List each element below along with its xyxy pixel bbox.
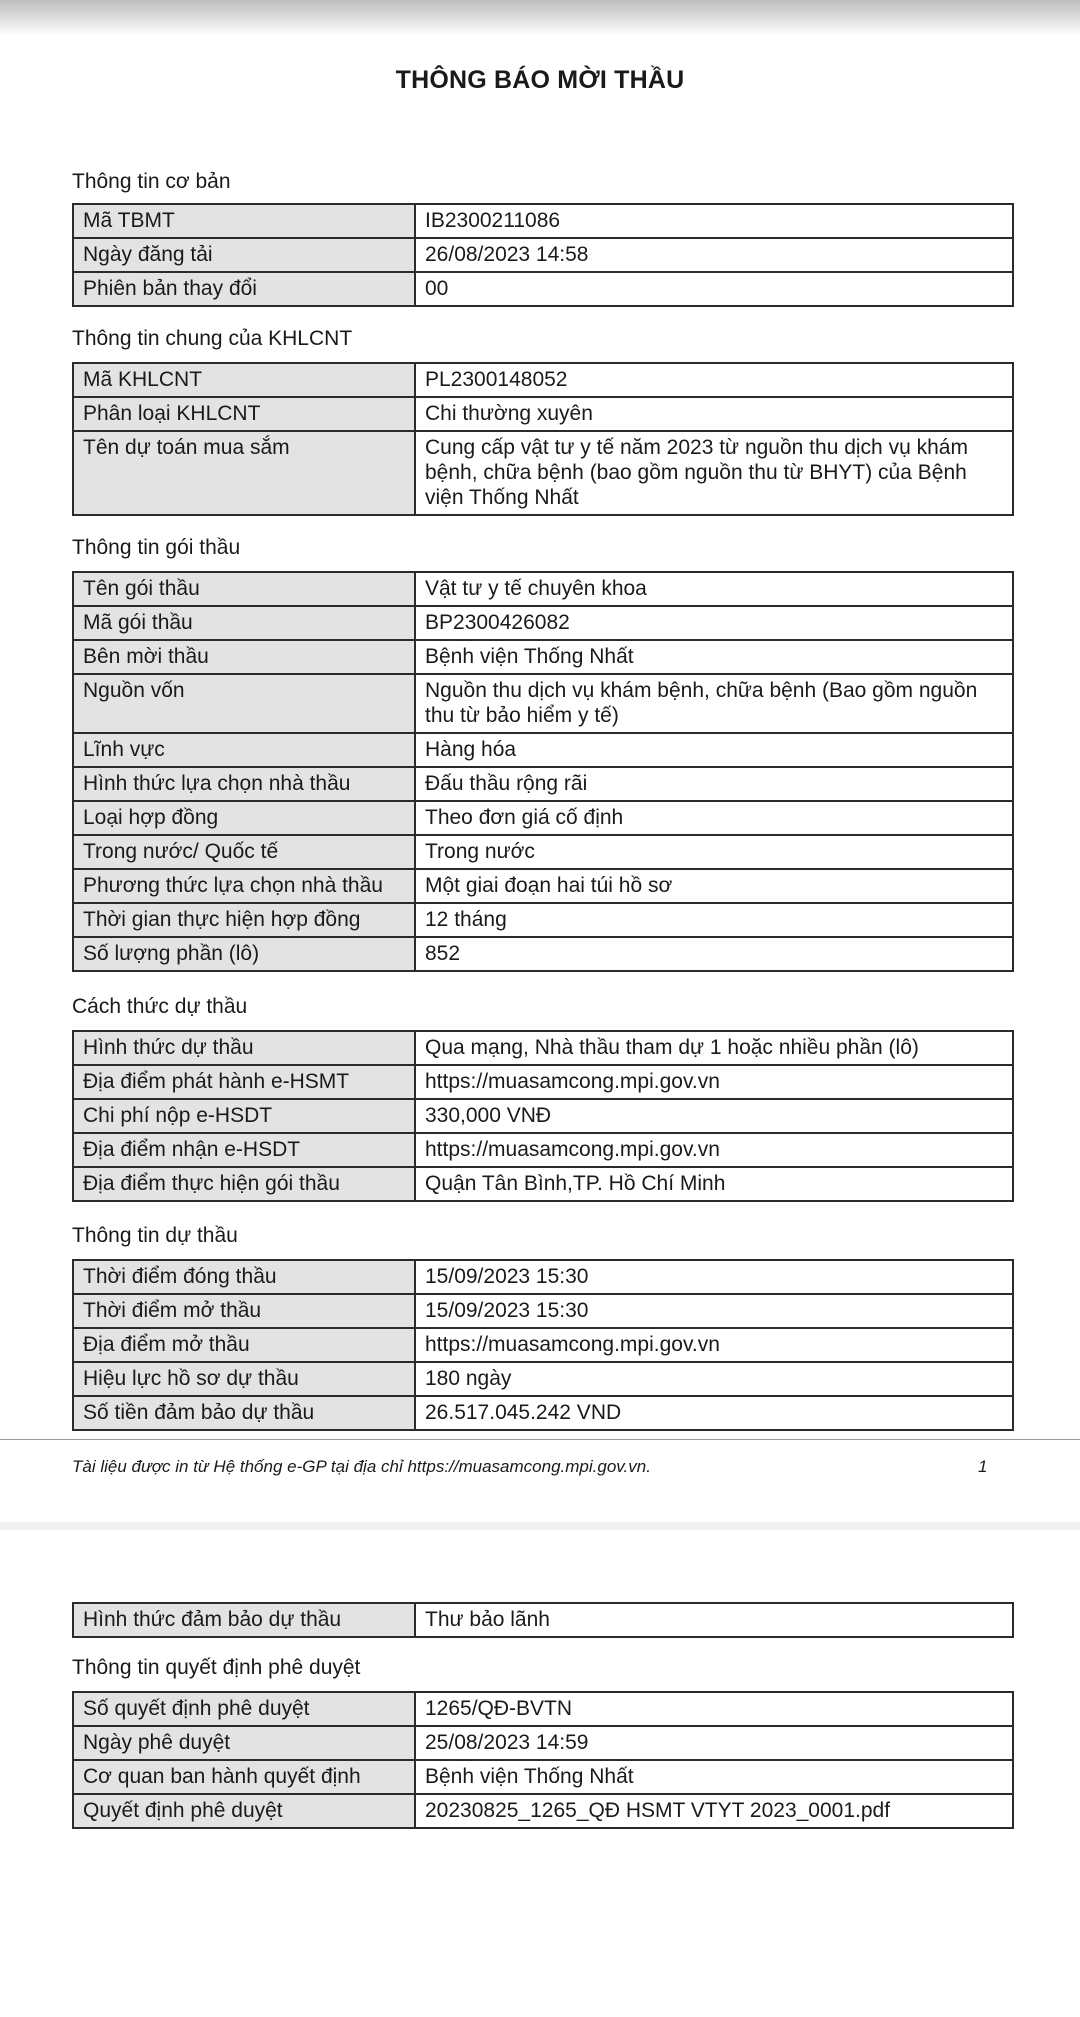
row-label: Quyết định phê duyệt — [73, 1794, 415, 1828]
row-label: Mã KHLCNT — [73, 363, 415, 397]
row-value: https://muasamcong.mpi.gov.vn — [415, 1133, 1013, 1167]
row-label: Hình thức đảm bảo dự thầu — [73, 1603, 415, 1637]
section-heading-approval-decision: Thông tin quyết định phê duyệt — [72, 1656, 361, 1679]
row-value: 1265/QĐ-BVTN — [415, 1692, 1013, 1726]
row-value: https://muasamcong.mpi.gov.vn — [415, 1065, 1013, 1099]
footer-divider — [0, 1439, 1080, 1440]
row-value: Bệnh viện Thống Nhất — [415, 1760, 1013, 1794]
table-row — [73, 1603, 1013, 1637]
table-row — [73, 1794, 1013, 1828]
table-row — [73, 1099, 1013, 1133]
row-label: Hình thức dự thầu — [73, 1031, 415, 1065]
row-label: Loại hợp đồng — [73, 801, 415, 835]
table-row — [73, 937, 1013, 971]
row-value: 15/09/2023 15:30 — [415, 1294, 1013, 1328]
row-label: Số quyết định phê duyệt — [73, 1692, 415, 1726]
row-value: 852 — [415, 937, 1013, 971]
row-value: Vật tư y tế chuyên khoa — [415, 572, 1013, 606]
table-bid-info — [72, 1259, 1014, 1431]
row-value: Thư bảo lãnh — [415, 1603, 1013, 1637]
table-khlcnt — [72, 362, 1014, 516]
row-label: Thời điểm đóng thầu — [73, 1260, 415, 1294]
table-row — [73, 801, 1013, 835]
row-label: Phương thức lựa chọn nhà thầu — [73, 869, 415, 903]
table-row — [73, 640, 1013, 674]
table-row — [73, 1760, 1013, 1794]
row-value: 00 — [415, 272, 1013, 306]
section-heading-package-info: Thông tin gói thầu — [72, 536, 241, 559]
row-value: Hàng hóa — [415, 733, 1013, 767]
row-label: Số lượng phần (lô) — [73, 937, 415, 971]
table-row — [73, 1328, 1013, 1362]
row-label: Thời gian thực hiện hợp đồng — [73, 903, 415, 937]
row-value: IB2300211086 — [415, 204, 1013, 238]
table-row — [73, 767, 1013, 801]
table-row — [73, 238, 1013, 272]
table-approval-decision — [72, 1691, 1014, 1829]
table-row — [73, 1726, 1013, 1760]
row-label: Phiên bản thay đổi — [73, 272, 415, 306]
row-value: Chi thường xuyên — [415, 397, 1013, 431]
row-label: Nguồn vốn — [73, 674, 415, 733]
table-row — [73, 674, 1013, 733]
table-row — [73, 397, 1013, 431]
document-title: THÔNG BÁO MỜI THẦU — [395, 66, 685, 94]
row-label: Địa điểm mở thầu — [73, 1328, 415, 1362]
table-bidding-method — [72, 1030, 1014, 1202]
section-heading-basic-info: Thông tin cơ bản — [72, 170, 231, 193]
row-label: Tên dự toán mua sắm — [73, 431, 415, 515]
row-value: Trong nước — [415, 835, 1013, 869]
table-row — [73, 1260, 1013, 1294]
row-value: 12 tháng — [415, 903, 1013, 937]
row-value: 25/08/2023 14:59 — [415, 1726, 1013, 1760]
table-row — [73, 835, 1013, 869]
row-value: Theo đơn giá cố định — [415, 801, 1013, 835]
table-basic-info — [72, 203, 1014, 307]
row-value: https://muasamcong.mpi.gov.vn — [415, 1328, 1013, 1362]
row-value: Đấu thầu rộng rãi — [415, 767, 1013, 801]
table-row — [73, 272, 1013, 306]
table-row — [73, 1362, 1013, 1396]
row-label: Chi phí nộp e-HSDT — [73, 1099, 415, 1133]
table-row — [73, 1031, 1013, 1065]
page-separator — [0, 1522, 1080, 1530]
table-row — [73, 1692, 1013, 1726]
section-heading-bid-info: Thông tin dự thầu — [72, 1224, 238, 1247]
row-value: Bệnh viện Thống Nhất — [415, 640, 1013, 674]
table-row — [73, 1396, 1013, 1430]
row-label: Thời điểm mở thầu — [73, 1294, 415, 1328]
row-value: Cung cấp vật tư y tế năm 2023 từ nguồn thu dịch vụ khám bệnh, chữa bệnh (bao gồm nguồn thu từ BHYT) của Bệnh viện Thống Nhất — [415, 431, 1013, 515]
table-row — [73, 1167, 1013, 1201]
row-value: Quận Tân Bình,TP. Hồ Chí Minh — [415, 1167, 1013, 1201]
row-label: Trong nước/ Quốc tế — [73, 835, 415, 869]
table-row — [73, 572, 1013, 606]
row-value: BP2300426082 — [415, 606, 1013, 640]
row-value: PL2300148052 — [415, 363, 1013, 397]
table-row — [73, 1133, 1013, 1167]
row-label: Ngày phê duyệt — [73, 1726, 415, 1760]
row-label: Mã gói thầu — [73, 606, 415, 640]
row-label: Hiệu lực hồ sơ dự thầu — [73, 1362, 415, 1396]
row-value: Qua mạng, Nhà thầu tham dự 1 hoặc nhiều phần (lô) — [415, 1031, 1013, 1065]
section-heading-khlcnt: Thông tin chung của KHLCNT — [72, 327, 353, 350]
row-label: Cơ quan ban hành quyết định — [73, 1760, 415, 1794]
row-value: 180 ngày — [415, 1362, 1013, 1396]
row-label: Lĩnh vực — [73, 733, 415, 767]
row-label: Phân loại KHLCNT — [73, 397, 415, 431]
row-value: Nguồn thu dịch vụ khám bệnh, chữa bệnh (Bao gồm nguồn thu từ bảo hiểm y tế) — [415, 674, 1013, 733]
table-bid-guarantee — [72, 1602, 1014, 1638]
row-value: 26.517.045.242 VND — [415, 1396, 1013, 1430]
section-heading-bidding-method: Cách thức dự thầu — [72, 995, 248, 1018]
row-value: 26/08/2023 14:58 — [415, 238, 1013, 272]
table-row — [73, 1294, 1013, 1328]
row-value: 330,000 VNĐ — [415, 1099, 1013, 1133]
row-label: Mã TBMT — [73, 204, 415, 238]
row-value: Một giai đoạn hai túi hồ sơ — [415, 869, 1013, 903]
table-row — [73, 869, 1013, 903]
table-row — [73, 431, 1013, 515]
row-label: Địa điểm thực hiện gói thầu — [73, 1167, 415, 1201]
table-row — [73, 606, 1013, 640]
row-label: Số tiền đảm bảo dự thầu — [73, 1396, 415, 1430]
table-row — [73, 903, 1013, 937]
row-label: Tên gói thầu — [73, 572, 415, 606]
footer-note: Tài liệu được in từ Hệ thống e-GP tại địa chỉ https://muasamcong.mpi.gov.vn. — [72, 1457, 651, 1476]
row-value: 15/09/2023 15:30 — [415, 1260, 1013, 1294]
row-label: Địa điểm phát hành e-HSMT — [73, 1065, 415, 1099]
row-label: Ngày đăng tải — [73, 238, 415, 272]
row-value: 20230825_1265_QĐ HSMT VTYT 2023_0001.pdf — [415, 1794, 1013, 1828]
row-label: Bên mời thầu — [73, 640, 415, 674]
page-number: 1 — [978, 1457, 988, 1476]
table-row — [73, 1065, 1013, 1099]
row-label: Hình thức lựa chọn nhà thầu — [73, 767, 415, 801]
table-row — [73, 733, 1013, 767]
table-row — [73, 363, 1013, 397]
row-label: Địa điểm nhận e-HSDT — [73, 1133, 415, 1167]
table-package-info — [72, 571, 1014, 972]
table-row — [73, 204, 1013, 238]
viewer-top-shadow — [0, 0, 1080, 36]
